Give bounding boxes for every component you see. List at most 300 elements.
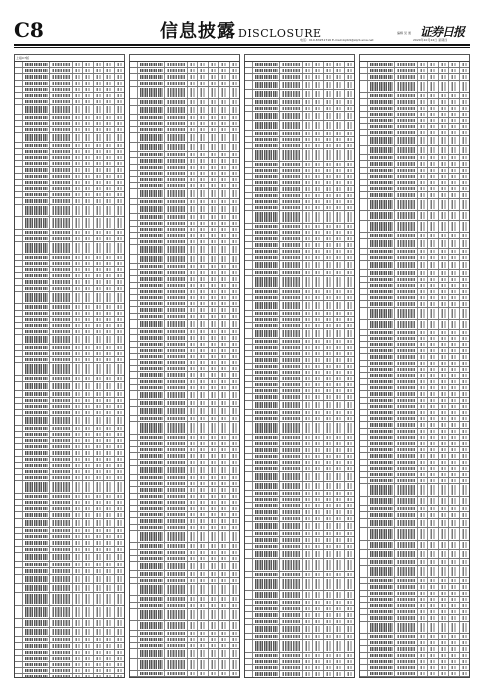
table-cell — [94, 99, 104, 104]
table-cell — [439, 566, 449, 578]
table-cell — [324, 180, 334, 185]
table-row — [360, 211, 469, 220]
table-cell — [428, 404, 438, 409]
table-cell — [395, 379, 418, 384]
table-row — [360, 239, 469, 248]
table-cell — [104, 637, 114, 642]
table-cell — [360, 640, 368, 645]
table-cell — [313, 236, 323, 241]
table-cell — [428, 112, 438, 117]
table-cell — [280, 516, 303, 521]
table-cell — [83, 192, 93, 197]
table-cell — [50, 74, 73, 79]
table-cell — [345, 435, 354, 440]
table-cell — [313, 416, 323, 421]
table-cell — [73, 475, 83, 480]
table-cell — [23, 267, 50, 272]
table-cell — [368, 130, 395, 135]
table-cell — [230, 289, 239, 294]
table-cell — [94, 547, 104, 552]
table-cell — [50, 363, 73, 375]
table-cell — [219, 106, 229, 114]
table-cell — [219, 74, 229, 79]
table-cell — [313, 503, 323, 508]
table-cell — [230, 366, 239, 371]
table-cell — [395, 659, 418, 664]
table-cell — [188, 637, 198, 642]
table-cell — [165, 466, 188, 474]
table-cell — [73, 161, 83, 166]
table-cell — [245, 441, 253, 446]
table-cell — [115, 174, 124, 179]
table-cell — [395, 609, 418, 614]
table-cell — [360, 270, 368, 275]
column-header: 上接C7版 — [14, 54, 125, 61]
table-cell — [334, 454, 344, 459]
table-cell — [219, 183, 229, 188]
table-cell — [418, 180, 428, 185]
table-cell — [418, 410, 428, 415]
table-cell — [138, 165, 165, 170]
table-cell — [219, 233, 229, 238]
table-cell — [50, 143, 73, 148]
disclosure-table — [14, 61, 125, 678]
table-cell — [439, 597, 449, 602]
table-cell — [198, 81, 208, 86]
table-cell — [334, 62, 344, 67]
table-cell — [345, 199, 354, 204]
table-cell — [418, 211, 428, 219]
table-cell — [73, 450, 83, 455]
table-cell — [368, 367, 395, 372]
table-cell — [313, 388, 323, 393]
table-cell — [280, 388, 303, 393]
table-cell — [245, 323, 253, 328]
table-row — [130, 422, 239, 435]
table-cell — [73, 376, 83, 381]
table-cell — [428, 506, 438, 511]
table-cell — [230, 245, 239, 253]
table-cell — [334, 460, 344, 465]
table-cell — [209, 659, 219, 671]
table-cell — [439, 373, 449, 378]
table-cell — [428, 416, 438, 421]
table-cell — [253, 537, 280, 542]
table-cell — [334, 497, 344, 502]
table-cell — [115, 540, 124, 545]
table-cell — [165, 385, 188, 390]
table-cell — [198, 245, 208, 253]
table-cell — [418, 665, 428, 670]
table-cell — [198, 500, 208, 505]
table-cell — [15, 121, 23, 126]
table-cell — [73, 143, 83, 148]
table-cell — [209, 543, 219, 548]
table-cell — [253, 230, 280, 235]
table-cell — [209, 348, 219, 353]
table-cell — [449, 646, 459, 651]
table-cell — [73, 174, 83, 179]
table-cell — [230, 74, 239, 79]
table-cell — [115, 81, 124, 86]
table-cell — [313, 394, 323, 399]
table-cell — [50, 584, 73, 592]
table-cell — [73, 127, 83, 132]
table-cell — [50, 391, 73, 396]
table-cell — [23, 500, 50, 505]
table-cell — [428, 342, 438, 347]
table-cell — [83, 267, 93, 272]
table-cell — [418, 308, 428, 320]
table-cell — [253, 149, 280, 161]
table-cell — [15, 167, 23, 172]
table-cell — [15, 628, 23, 636]
table-cell — [280, 81, 303, 89]
table-row — [245, 121, 354, 130]
table-cell — [460, 180, 469, 185]
table-cell — [188, 494, 198, 499]
table-cell — [449, 398, 459, 403]
table-cell — [303, 193, 313, 198]
table-cell — [83, 662, 93, 667]
table-cell — [439, 221, 449, 233]
table-cell — [165, 295, 188, 300]
table-cell — [460, 373, 469, 378]
table-cell — [439, 484, 449, 496]
table-cell — [94, 463, 104, 468]
table-cell — [345, 503, 354, 508]
table-cell — [253, 491, 280, 496]
table-cell — [245, 606, 253, 611]
table-cell — [209, 183, 219, 188]
table-cell — [324, 522, 334, 530]
table-cell — [368, 659, 395, 664]
table-cell — [165, 671, 188, 676]
table-cell — [439, 81, 449, 93]
table-cell — [188, 348, 198, 353]
table-cell — [324, 261, 334, 269]
table-cell — [245, 121, 253, 129]
table-cell — [50, 593, 73, 605]
table-cell — [104, 475, 114, 480]
table-cell — [73, 335, 83, 343]
column-header — [359, 54, 470, 61]
table-cell — [219, 205, 229, 213]
table-cell — [209, 295, 219, 300]
table-cell — [428, 671, 438, 676]
table-cell — [73, 481, 83, 493]
table-cell — [303, 491, 313, 496]
table-cell — [360, 677, 368, 678]
table-cell — [253, 435, 280, 440]
table-cell — [428, 453, 438, 458]
table-cell — [230, 637, 239, 642]
table-cell — [449, 130, 459, 135]
table-row — [130, 143, 239, 152]
table-cell — [360, 74, 368, 79]
table-cell — [209, 525, 219, 530]
table-cell — [198, 221, 208, 226]
table-cell — [50, 404, 73, 409]
table-cell — [130, 264, 138, 269]
table-cell — [198, 360, 208, 365]
table-cell — [460, 277, 469, 282]
table-cell — [449, 584, 459, 589]
table-cell — [449, 429, 459, 434]
table-cell — [73, 230, 83, 235]
table-cell — [345, 224, 354, 229]
table-cell — [138, 276, 165, 281]
table-cell — [460, 348, 469, 353]
table-cell — [130, 199, 138, 204]
table-cell — [15, 547, 23, 552]
table-cell — [368, 441, 395, 446]
table-cell — [130, 571, 138, 576]
table-cell — [50, 149, 73, 154]
table-cell — [73, 674, 83, 678]
table-cell — [188, 227, 198, 232]
table-cell — [138, 571, 165, 576]
table-cell — [50, 357, 73, 362]
table-cell — [23, 668, 50, 673]
table-cell — [428, 466, 438, 471]
table-cell — [138, 578, 165, 583]
table-cell — [245, 199, 253, 204]
table-cell — [138, 133, 165, 141]
table-cell — [245, 180, 253, 185]
table-cell — [219, 649, 229, 657]
table-cell — [303, 640, 313, 652]
table-cell — [115, 323, 124, 328]
table-cell — [368, 174, 395, 179]
table-cell — [138, 314, 165, 319]
table-cell — [360, 665, 368, 670]
table-cell — [253, 193, 280, 198]
table-cell — [253, 509, 280, 514]
table-cell — [50, 93, 73, 98]
table-cell — [418, 497, 428, 505]
table-cell — [198, 637, 208, 642]
table-cell — [439, 640, 449, 645]
table-cell — [345, 295, 354, 300]
table-cell — [130, 584, 138, 596]
table-cell — [324, 370, 334, 375]
table-cell — [165, 74, 188, 79]
table-row — [360, 550, 469, 559]
table-cell — [130, 221, 138, 226]
table-cell — [334, 388, 344, 393]
table-cell — [15, 335, 23, 343]
table-cell — [360, 221, 368, 233]
table-cell — [313, 121, 323, 129]
table-cell — [280, 289, 303, 294]
table-row — [360, 566, 469, 579]
table-cell — [230, 512, 239, 517]
table-cell — [313, 106, 323, 111]
table-row — [15, 481, 124, 494]
table-cell — [104, 230, 114, 235]
table-cell — [104, 575, 114, 583]
table-cell — [188, 342, 198, 347]
table-cell — [50, 323, 73, 328]
table-cell — [230, 475, 239, 480]
table-cell — [368, 541, 395, 549]
table-cell — [460, 221, 469, 233]
table-cell — [115, 519, 124, 527]
newspaper-logo: 证券日报 — [420, 25, 465, 39]
table-cell — [460, 398, 469, 403]
table-cell — [313, 323, 323, 328]
column-header — [244, 54, 355, 61]
table-cell — [334, 236, 344, 241]
table-cell — [395, 255, 418, 260]
table-cell — [449, 336, 459, 341]
table-cell — [94, 127, 104, 132]
table-cell — [230, 177, 239, 182]
table-cell — [303, 186, 313, 191]
table-cell — [368, 146, 395, 154]
table-cell — [198, 512, 208, 517]
table-row — [130, 391, 239, 400]
table-cell — [345, 640, 354, 652]
table-cell — [245, 537, 253, 542]
table-cell — [253, 68, 280, 73]
table-cell — [209, 121, 219, 126]
table-cell — [73, 180, 83, 185]
table-cell — [73, 279, 83, 284]
table-cell — [230, 407, 239, 415]
table-cell — [345, 174, 354, 179]
table-cell — [253, 276, 280, 288]
table-cell — [360, 174, 368, 179]
table-cell — [188, 320, 198, 328]
table-cell — [104, 656, 114, 661]
table-cell — [360, 541, 368, 549]
table-cell — [188, 289, 198, 294]
table-cell — [345, 388, 354, 393]
table-cell — [50, 304, 73, 309]
table-cell — [334, 131, 344, 136]
table-cell — [198, 335, 208, 340]
table-cell — [345, 625, 354, 633]
table-cell — [395, 634, 418, 639]
table-cell — [219, 62, 229, 67]
table-cell — [219, 245, 229, 253]
table-cell — [334, 659, 344, 664]
table-cell — [324, 236, 334, 241]
table-cell — [130, 550, 138, 555]
table-cell — [73, 619, 83, 627]
table-cell — [313, 482, 323, 490]
table-cell — [198, 391, 208, 399]
table-cell — [324, 249, 334, 254]
table-cell — [94, 382, 104, 390]
table-cell — [395, 308, 418, 320]
table-cell — [395, 192, 418, 197]
table-cell — [115, 662, 124, 667]
table-cell — [245, 255, 253, 260]
table-cell — [395, 221, 418, 233]
table-cell — [198, 584, 208, 596]
table-cell — [230, 500, 239, 505]
table-cell — [50, 279, 73, 284]
table-cell — [439, 74, 449, 79]
table-cell — [360, 512, 368, 517]
table-cell — [460, 93, 469, 98]
table-cell — [23, 105, 50, 113]
table-cell — [165, 68, 188, 73]
table-cell — [165, 270, 188, 275]
table-cell — [104, 261, 114, 266]
table-cell — [360, 550, 368, 558]
table-cell — [83, 619, 93, 627]
table-cell — [188, 447, 198, 452]
table-cell — [345, 531, 354, 536]
table-cell — [138, 475, 165, 480]
table-cell — [280, 671, 303, 676]
table-cell — [115, 261, 124, 266]
table-cell — [115, 668, 124, 673]
table-cell — [360, 519, 368, 527]
table-cell — [198, 385, 208, 390]
table-cell — [165, 342, 188, 347]
table-cell — [368, 168, 395, 173]
table-cell — [360, 591, 368, 596]
table-cell — [138, 372, 165, 377]
table-cell — [428, 161, 438, 166]
table-cell — [449, 566, 459, 578]
table-cell — [449, 155, 459, 160]
table-cell — [334, 634, 344, 639]
table-cell — [73, 506, 83, 511]
table-cell — [83, 432, 93, 437]
table-cell — [280, 205, 303, 210]
table-cell — [188, 158, 198, 163]
table-cell — [324, 497, 334, 502]
table-cell — [303, 600, 313, 605]
table-cell — [94, 438, 104, 443]
table-cell — [313, 230, 323, 235]
table-cell — [138, 621, 165, 629]
table-cell — [73, 121, 83, 126]
table-cell — [324, 544, 334, 549]
table-cell — [115, 351, 124, 356]
table-cell — [230, 416, 239, 421]
table-cell — [15, 273, 23, 278]
table-cell — [104, 311, 114, 316]
table-cell — [395, 559, 418, 564]
table-cell — [345, 653, 354, 658]
table-cell — [198, 603, 208, 608]
table-cell — [303, 612, 313, 617]
table-cell — [439, 361, 449, 366]
table-column — [244, 54, 355, 678]
table-cell — [460, 342, 469, 347]
table-cell — [334, 625, 344, 633]
table-cell — [50, 236, 73, 241]
table-cell — [313, 242, 323, 247]
table-cell — [115, 404, 124, 409]
table-cell — [198, 264, 208, 269]
table-cell — [188, 481, 198, 486]
table-cell — [245, 193, 253, 198]
table-cell — [94, 81, 104, 86]
table-cell — [209, 320, 219, 328]
table-cell — [15, 512, 23, 517]
table-cell — [428, 261, 438, 269]
table-cell — [439, 255, 449, 260]
table-cell — [439, 584, 449, 589]
